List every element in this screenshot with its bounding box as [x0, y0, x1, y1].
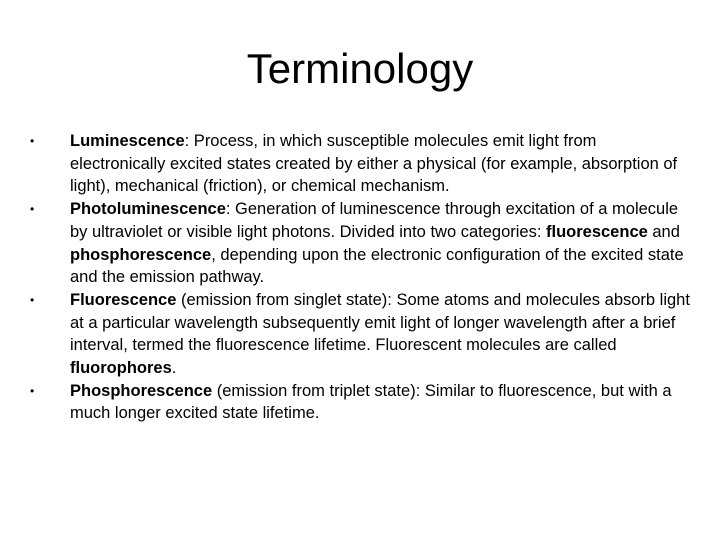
definition-text: : Process, in which susceptible molecules emit light from electronically excited states created by either a physical (for example, absorption of light), mechanical (friction), or chemical mechanism. — [70, 132, 678, 196]
term-photoluminescence: Photoluminescence — [70, 200, 226, 219]
list-item-phosphorescence — [30, 380, 690, 425]
bullet-text — [70, 200, 684, 286]
definition-text: : Generation of luminescence through excitation of a molecule by ultraviolet or visible light photons. Divided into two categories: — [70, 200, 679, 241]
definition-text: and — [647, 222, 680, 241]
term-fluorophores: fluorophores — [70, 359, 172, 378]
definition-text: . — [171, 359, 177, 378]
list-item-luminescence — [30, 130, 690, 198]
bullet-icon: • — [30, 134, 35, 148]
bullet-text — [70, 132, 677, 195]
term-fluorescence-inline: fluorescence — [546, 222, 648, 241]
list-item-fluorescence — [30, 289, 690, 380]
term-phosphorescence-inline: phosphorescence — [70, 245, 212, 264]
bullet-icon: • — [30, 292, 35, 307]
definition-text: (emission from singlet state): Some atoms and molecules absorb light at a particular wavelength subsequently emit light of longer wavelength after a brief interval, termed the fluorescence lifetime. Fluorescent molecules are called — [70, 290, 690, 355]
bullet-list — [30, 130, 690, 425]
term-phosphorescence: Phosphorescence — [70, 381, 213, 400]
list-item-photoluminescence — [30, 198, 690, 289]
bullet-icon: • — [30, 202, 35, 217]
term-fluorescence: Fluorescence — [70, 290, 177, 309]
bullet-text — [70, 382, 672, 423]
bullet-text — [70, 291, 690, 377]
definition-text: , depending upon the electronic configuration of the excited state and the emission pathway. — [70, 245, 684, 287]
bullet-icon: • — [30, 383, 35, 398]
definition-text: (emission from triplet state): Similar to fluorescence, but with a much longer excited state lifetime. — [70, 381, 672, 423]
slide-title: Terminology — [246, 45, 474, 92]
term-luminescence: Luminescence — [70, 132, 185, 150]
